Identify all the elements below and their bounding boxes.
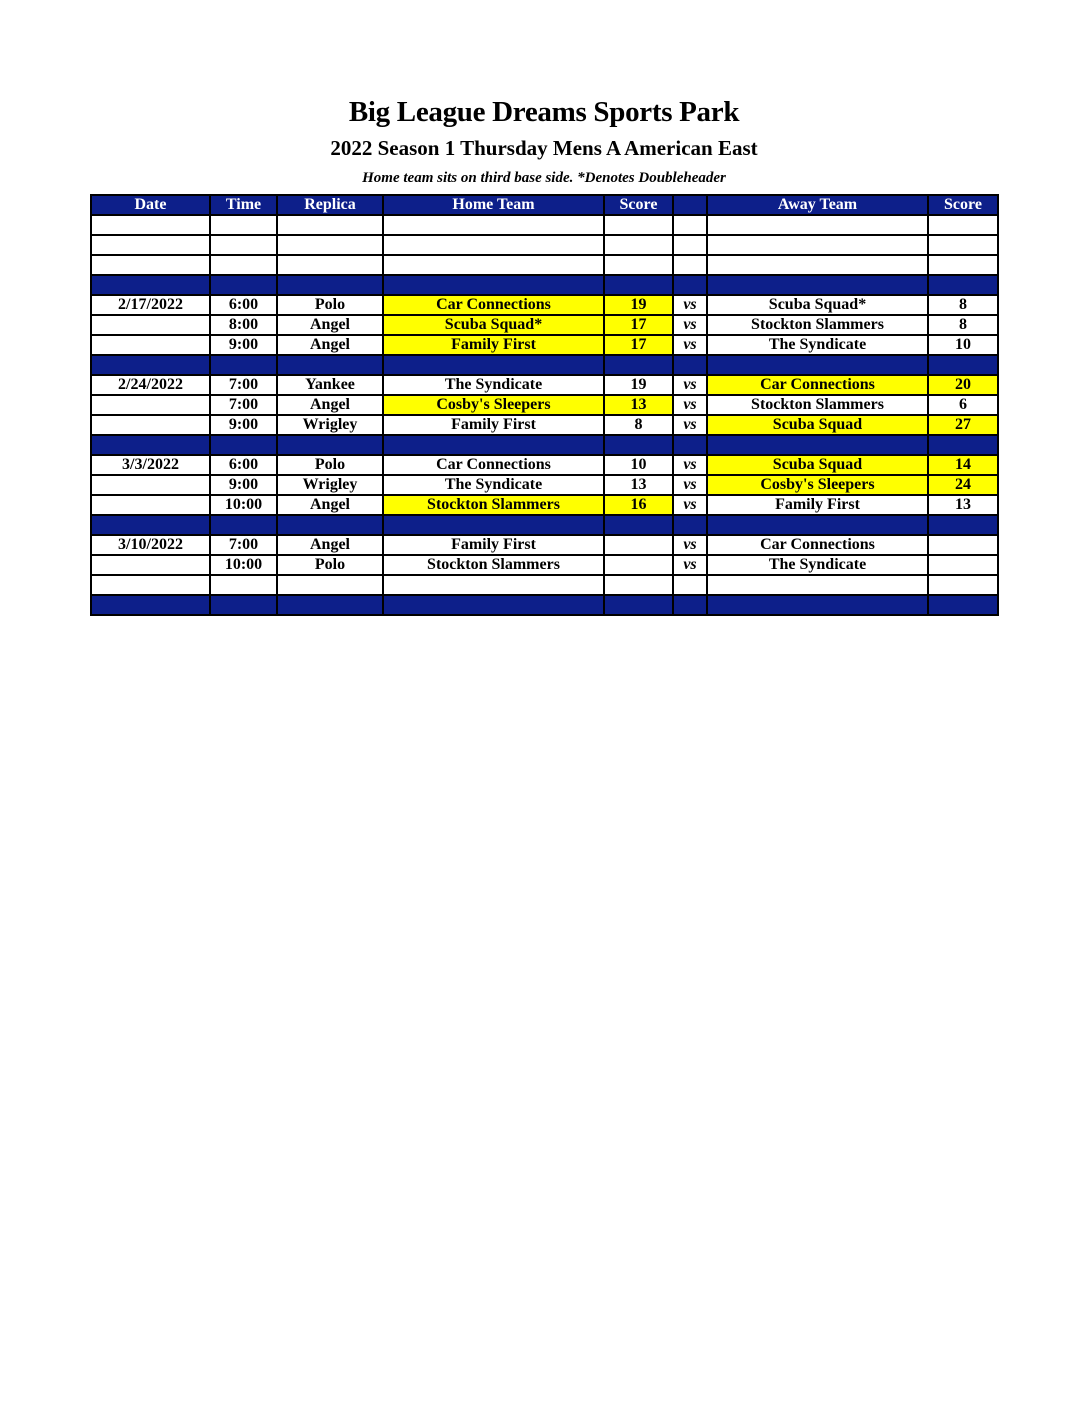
col-header-home-score: Score bbox=[604, 195, 673, 215]
page-title: Big League Dreams Sports Park bbox=[348, 96, 740, 128]
cell-home-team: Family First bbox=[383, 535, 604, 555]
cell-vs: vs bbox=[673, 375, 707, 395]
cell-away-team: The Syndicate bbox=[707, 335, 928, 355]
cell-home-score: 19 bbox=[604, 375, 673, 395]
cell-home-score: 8 bbox=[604, 415, 673, 435]
cell-date bbox=[91, 235, 210, 255]
table-row bbox=[91, 315, 998, 335]
cell-home-team: Car Connections bbox=[383, 455, 604, 475]
table-row bbox=[91, 415, 998, 435]
cell-home-score bbox=[604, 255, 673, 275]
cell-home-team: Stockton Slammers bbox=[383, 495, 604, 515]
cell-away-team bbox=[707, 575, 928, 595]
cell-home-score bbox=[604, 215, 673, 235]
cell-replica bbox=[277, 255, 383, 275]
schedule-note: Home team sits on third base side. *Denotes Doubleheader bbox=[362, 170, 726, 186]
cell-date bbox=[91, 335, 210, 355]
cell-vs bbox=[673, 575, 707, 595]
cell-vs: vs bbox=[673, 475, 707, 495]
cell-home-score: 17 bbox=[604, 335, 673, 355]
cell-away-score: 13 bbox=[928, 495, 998, 515]
col-header-replica: Replica bbox=[277, 195, 383, 215]
table-row bbox=[91, 295, 998, 315]
cell-home-team bbox=[383, 255, 604, 275]
col-header-away-score: Score bbox=[928, 195, 998, 215]
cell-away-score bbox=[928, 235, 998, 255]
cell-time bbox=[210, 235, 277, 255]
cell-home-team: The Syndicate bbox=[383, 475, 604, 495]
separator-band bbox=[91, 275, 998, 295]
schedule-table bbox=[90, 194, 999, 616]
cell-date: 2/24/2022 bbox=[91, 375, 210, 395]
cell-home-team: Car Connections bbox=[383, 295, 604, 315]
col-header-vs bbox=[673, 195, 707, 215]
cell-time: 7:00 bbox=[210, 395, 277, 415]
cell-time bbox=[210, 575, 277, 595]
col-header-date: Date bbox=[91, 195, 210, 215]
cell-away-team: The Syndicate bbox=[707, 555, 928, 575]
cell-away-team: Car Connections bbox=[707, 535, 928, 555]
cell-vs: vs bbox=[673, 555, 707, 575]
cell-away-score bbox=[928, 215, 998, 235]
cell-replica: Polo bbox=[277, 295, 383, 315]
cell-date bbox=[91, 575, 210, 595]
cell-vs bbox=[673, 595, 707, 615]
cell-away-score bbox=[928, 435, 998, 455]
cell-vs: vs bbox=[673, 295, 707, 315]
separator-band bbox=[91, 435, 998, 455]
cell-replica: Wrigley bbox=[277, 415, 383, 435]
cell-date bbox=[91, 215, 210, 235]
cell-away-score: 24 bbox=[928, 475, 998, 495]
cell-home-team bbox=[383, 235, 604, 255]
cell-away-score bbox=[928, 575, 998, 595]
cell-time bbox=[210, 435, 277, 455]
cell-home-score: 16 bbox=[604, 495, 673, 515]
cell-date bbox=[91, 315, 210, 335]
cell-home-team bbox=[383, 575, 604, 595]
cell-away-score bbox=[928, 355, 998, 375]
cell-away-team bbox=[707, 355, 928, 375]
table-header-row bbox=[91, 195, 998, 215]
cell-home-team: Scuba Squad* bbox=[383, 315, 604, 335]
cell-away-score: 27 bbox=[928, 415, 998, 435]
cell-away-team: Cosby's Sleepers bbox=[707, 475, 928, 495]
cell-replica: Angel bbox=[277, 335, 383, 355]
cell-vs: vs bbox=[673, 535, 707, 555]
cell-home-score: 13 bbox=[604, 395, 673, 415]
schedule-body bbox=[91, 215, 998, 615]
cell-time: 6:00 bbox=[210, 295, 277, 315]
cell-away-team: Car Connections bbox=[707, 375, 928, 395]
separator-band bbox=[91, 355, 998, 375]
cell-vs bbox=[673, 235, 707, 255]
empty-row bbox=[91, 215, 998, 235]
col-header-time: Time bbox=[210, 195, 277, 215]
cell-replica: Yankee bbox=[277, 375, 383, 395]
separator-band bbox=[91, 515, 998, 535]
cell-home-score bbox=[604, 515, 673, 535]
table-row bbox=[91, 375, 998, 395]
cell-away-score bbox=[928, 275, 998, 295]
cell-time bbox=[210, 595, 277, 615]
cell-home-score bbox=[604, 575, 673, 595]
cell-replica bbox=[277, 435, 383, 455]
cell-time bbox=[210, 515, 277, 535]
cell-replica bbox=[277, 275, 383, 295]
cell-date bbox=[91, 255, 210, 275]
cell-away-score: 20 bbox=[928, 375, 998, 395]
table-row bbox=[91, 455, 998, 475]
cell-time: 10:00 bbox=[210, 495, 277, 515]
cell-vs bbox=[673, 215, 707, 235]
cell-time: 7:00 bbox=[210, 535, 277, 555]
separator-band bbox=[91, 595, 998, 615]
cell-time: 9:00 bbox=[210, 335, 277, 355]
cell-date bbox=[91, 435, 210, 455]
cell-vs bbox=[673, 355, 707, 375]
cell-replica: Angel bbox=[277, 535, 383, 555]
cell-home-team: Family First bbox=[383, 335, 604, 355]
cell-vs: vs bbox=[673, 415, 707, 435]
table-row bbox=[91, 475, 998, 495]
cell-date bbox=[91, 555, 210, 575]
cell-replica bbox=[277, 575, 383, 595]
cell-replica bbox=[277, 235, 383, 255]
cell-date bbox=[91, 595, 210, 615]
col-header-home-team: Home Team bbox=[383, 195, 604, 215]
cell-away-team bbox=[707, 235, 928, 255]
cell-date: 3/10/2022 bbox=[91, 535, 210, 555]
cell-home-team bbox=[383, 275, 604, 295]
cell-vs: vs bbox=[673, 395, 707, 415]
cell-vs: vs bbox=[673, 455, 707, 475]
cell-date: 2/17/2022 bbox=[91, 295, 210, 315]
cell-time bbox=[210, 255, 277, 275]
cell-home-score bbox=[604, 595, 673, 615]
cell-vs bbox=[673, 275, 707, 295]
cell-date bbox=[91, 515, 210, 535]
cell-away-team: Stockton Slammers bbox=[707, 315, 928, 335]
cell-home-score bbox=[604, 535, 673, 555]
empty-row bbox=[91, 235, 998, 255]
cell-date bbox=[91, 495, 210, 515]
cell-replica: Polo bbox=[277, 555, 383, 575]
cell-time: 10:00 bbox=[210, 555, 277, 575]
cell-home-team: The Syndicate bbox=[383, 375, 604, 395]
cell-date: 3/3/2022 bbox=[91, 455, 210, 475]
cell-home-team bbox=[383, 515, 604, 535]
cell-time: 9:00 bbox=[210, 475, 277, 495]
cell-replica: Polo bbox=[277, 455, 383, 475]
table-row bbox=[91, 495, 998, 515]
cell-replica: Angel bbox=[277, 495, 383, 515]
cell-vs bbox=[673, 435, 707, 455]
table-row bbox=[91, 395, 998, 415]
cell-home-team bbox=[383, 435, 604, 455]
cell-away-score bbox=[928, 535, 998, 555]
cell-home-score: 13 bbox=[604, 475, 673, 495]
cell-away-score: 8 bbox=[928, 315, 998, 335]
cell-home-team: Stockton Slammers bbox=[383, 555, 604, 575]
cell-home-score bbox=[604, 355, 673, 375]
cell-replica: Angel bbox=[277, 395, 383, 415]
cell-replica bbox=[277, 515, 383, 535]
cell-date bbox=[91, 475, 210, 495]
table-row bbox=[91, 555, 998, 575]
cell-away-score: 14 bbox=[928, 455, 998, 475]
cell-away-team bbox=[707, 215, 928, 235]
cell-time: 9:00 bbox=[210, 415, 277, 435]
cell-away-team bbox=[707, 255, 928, 275]
cell-home-score bbox=[604, 235, 673, 255]
cell-away-score: 10 bbox=[928, 335, 998, 355]
cell-replica bbox=[277, 215, 383, 235]
cell-home-score bbox=[604, 275, 673, 295]
page-subtitle: 2022 Season 1 Thursday Mens A American East bbox=[330, 136, 758, 160]
cell-date bbox=[91, 275, 210, 295]
table-row bbox=[91, 535, 998, 555]
cell-away-team: Stockton Slammers bbox=[707, 395, 928, 415]
cell-vs: vs bbox=[673, 335, 707, 355]
cell-away-score bbox=[928, 255, 998, 275]
cell-vs: vs bbox=[673, 315, 707, 335]
cell-home-score: 19 bbox=[604, 295, 673, 315]
cell-home-team bbox=[383, 595, 604, 615]
cell-away-team: Scuba Squad* bbox=[707, 295, 928, 315]
cell-away-team: Scuba Squad bbox=[707, 415, 928, 435]
cell-replica: Wrigley bbox=[277, 475, 383, 495]
cell-away-team: Scuba Squad bbox=[707, 455, 928, 475]
cell-away-team bbox=[707, 435, 928, 455]
cell-home-score: 10 bbox=[604, 455, 673, 475]
cell-home-team: Cosby's Sleepers bbox=[383, 395, 604, 415]
empty-row bbox=[91, 255, 998, 275]
cell-away-team: Family First bbox=[707, 495, 928, 515]
cell-away-score: 8 bbox=[928, 295, 998, 315]
table-row bbox=[91, 335, 998, 355]
cell-date bbox=[91, 395, 210, 415]
cell-time bbox=[210, 355, 277, 375]
cell-home-score bbox=[604, 435, 673, 455]
cell-time: 6:00 bbox=[210, 455, 277, 475]
cell-away-score bbox=[928, 555, 998, 575]
cell-home-score: 17 bbox=[604, 315, 673, 335]
empty-row bbox=[91, 575, 998, 595]
cell-vs bbox=[673, 515, 707, 535]
cell-home-team: Family First bbox=[383, 415, 604, 435]
cell-home-team bbox=[383, 355, 604, 375]
cell-vs: vs bbox=[673, 495, 707, 515]
cell-date bbox=[91, 355, 210, 375]
cell-time: 7:00 bbox=[210, 375, 277, 395]
cell-vs bbox=[673, 255, 707, 275]
cell-away-team bbox=[707, 275, 928, 295]
cell-away-team bbox=[707, 595, 928, 615]
cell-away-score: 6 bbox=[928, 395, 998, 415]
cell-date bbox=[91, 415, 210, 435]
cell-home-team bbox=[383, 215, 604, 235]
cell-time bbox=[210, 215, 277, 235]
cell-time bbox=[210, 275, 277, 295]
cell-replica bbox=[277, 355, 383, 375]
cell-replica bbox=[277, 595, 383, 615]
cell-replica: Angel bbox=[277, 315, 383, 335]
cell-home-score bbox=[604, 555, 673, 575]
cell-away-team bbox=[707, 515, 928, 535]
cell-time: 8:00 bbox=[210, 315, 277, 335]
cell-away-score bbox=[928, 595, 998, 615]
col-header-away-team: Away Team bbox=[707, 195, 928, 215]
cell-away-score bbox=[928, 515, 998, 535]
